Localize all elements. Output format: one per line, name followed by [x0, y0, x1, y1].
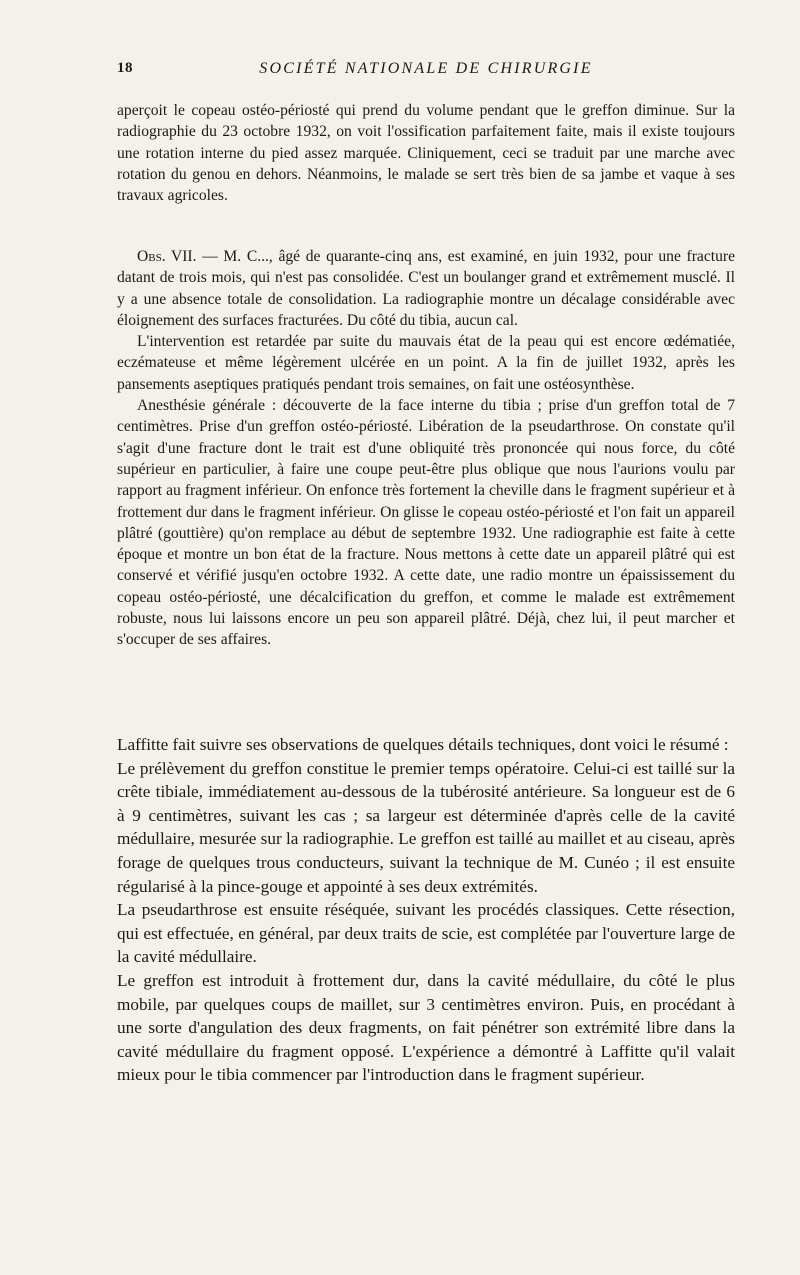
continuation-section: [117, 100, 735, 206]
paragraph-anesthesie: Anesthésie générale : découverte de la face interne du tibia ; prise d'un greffon total de 7 centimètres. Prise d'un greffon ostéo-périosté. Libération de la pseudarthrose. On constate qu'il s'agit d'une fracture dont le trait est d'une obliquité très prononcée qui nous force, du côté supérieur en particulier, à faire une coupe peut-être plus oblique que nous l'aurions voulu par rapport au fragment inférieur. On enfonce très fortement la cheville dans le fragment supérieur et à frottement dur dans le fragment inférieur. On glisse le copeau ostéo-périosté et l'on fait un appareil plâtré (gouttière) qu'on remplace au début de septembre 1932. Une radiographie est faite à cette époque et montre un bon état de la fracture. Nous mettons à cette date un appareil plâtré qui est conservé et vérifié jusqu'en octobre 1932. A cette date, une radio montre un épaississement du copeau ostéo-périosté, une décalcification du greffon, et comme le malade est extrêmement robuste, nous lui laissons encore un peu son appareil plâtré. Déjà, chez lui, il peut marcher et s'occuper de ses affaires.: [117, 397, 735, 649]
running-title: SOCIÉTÉ NATIONALE DE CHIRURGIE: [259, 60, 593, 77]
observation-label: Obs. VII.: [137, 248, 197, 265]
paragraph-prelevement: Le prélèvement du greffon constitue le premier temps opératoire. Celui-ci est taillé sur la crête tibiale, immédiatement au-dessous de la tubérosité antérieure. Sa longueur est de 6 à 9 centimètres, suivant les cas ; sa largeur est déterminée d'après celle de la cavité médullaire, mesurée sur la radiographie. Le greffon est taillé au maillet et au ciseau, après forage de quelques trous conducteurs, suivant la technique de M. Cunéo ; il est ensuite régularisé à la pince-gouge et appointé à ses deux extrémités.: [117, 758, 735, 896]
observation-section: [117, 246, 735, 651]
page-number: 18: [117, 60, 133, 76]
paragraph-intervention: L'intervention est retardée par suite du mauvais état de la peau qui est encore œdématiée, eczémateuse et même légèrement ulcérée en un point. A la fin de juillet 1932, après les pansements aseptiques pratiqués pendant trois semaines, on fait une ostéosynthèse.: [117, 333, 735, 393]
observation-intro-text: — M. C..., âgé de quarante-cinq ans, est examiné, en juin 1932, pour une fracture datant de trois mois, qui n'est pas consolidée. C'est un boulanger grand et extrêmement musclé. Il y a une absence totale de consolidation. La radiographie montre un décalage considérable avec éloignement des surfaces fracturées. Du côté du tibia, aucun cal.: [117, 248, 736, 329]
paragraph-continuation: aperçoit le copeau ostéo-périosté qui prend du volume pendant que le greffon diminue. Sur la radiographie du 23 octobre 1932, on voit l'ossification parfaitement faite, mais il existe toujours une rotation interne du pied assez marquée. Cliniquement, ceci se traduit par une marche avec rotation du genou en dehors. Néanmoins, le malade se sert très bien de sa jambe et vaque à ses travaux agricoles.: [117, 102, 735, 205]
paragraph-pseudarthrose: La pseudarthrose est ensuite réséquée, suivant les procédés classiques. Cette résection, qui est effectuée, en général, par deux traits de scie, est complétée par l'ouverture large de la cavité médullaire.: [117, 900, 735, 967]
technique-section: [117, 733, 735, 1087]
page-header: [117, 60, 735, 84]
paragraph-laffitte-intro: Laffitte fait suivre ses observations de quelques détails techniques, dont voici le résumé :: [117, 735, 729, 754]
paragraph-greffon: Le greffon est introduit à frottement dur, dans la cavité médullaire, du côté le plus mobile, par quelques coups de maillet, sur 3 centimètres environ. Puis, en procédant à une sorte d'angulation des deux fragments, on fait pénétrer son extrémité libre dans la cavité médullaire du fragment opposé. L'expérience a démontré à Laffitte qu'il valait mieux pour le tibia commencer par l'introduction dans le fragment supérieur.: [117, 970, 735, 1085]
paragraph-observation-intro: [117, 246, 735, 331]
